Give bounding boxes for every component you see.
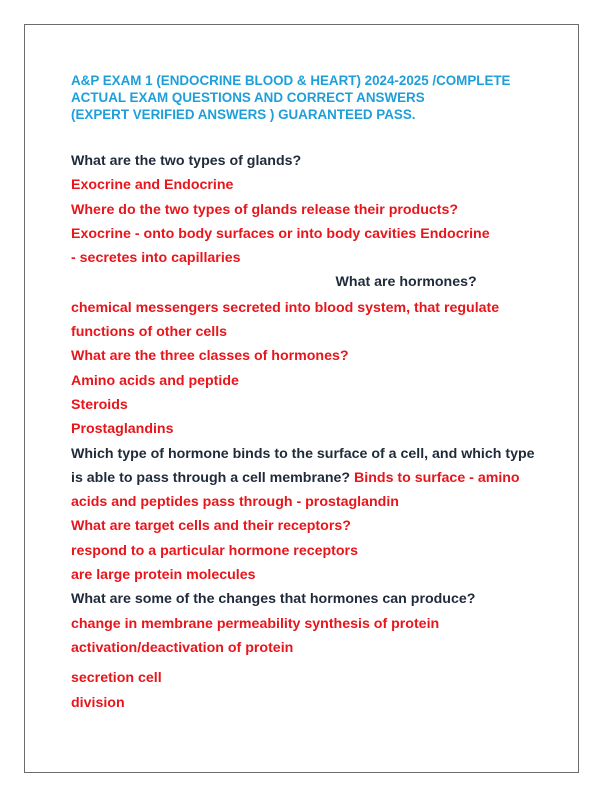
answer-class-prostaglandins: Prostaglandins (71, 421, 174, 438)
read-more-link[interactable]: Read More (269, 275, 332, 291)
answer-hormones-2: functions of other cells (71, 324, 228, 341)
question-target-cells: What are target cells and their receptors? (71, 518, 351, 535)
answer-glands: Exocrine and Endocrine (71, 177, 234, 194)
answer-hormones-1: chemical messengers secreted into blood system, that regulate (71, 299, 500, 316)
answer-gland-products-2: - secretes into capillaries (71, 250, 241, 267)
question-hormone-changes: What are some of the changes that hormones can produce? (71, 591, 476, 608)
question-gland-products: Where do the two types of glands release their products? (71, 201, 459, 218)
answer-target-cells-2: are large protein molecules (71, 567, 256, 584)
title-line-3: (EXPERT VERIFIED ANSWERS ) GUARANTEED PASS. (71, 107, 416, 122)
answer-target-cells-1: respond to a particular hormone receptors (71, 542, 358, 559)
title-line-2: ACTUAL EXAM QUESTIONS AND CORRECT ANSWERS (71, 90, 425, 105)
title-line-1: A&P EXAM 1 (ENDOCRINE BLOOD & HEART) 2024-2025 /COMPLETE (71, 73, 511, 88)
answer-changes-4: division (71, 694, 125, 711)
answer-binding-1: Binds to surface - amino (354, 469, 520, 486)
question-binding-2: is able to pass through a cell membrane? (71, 469, 355, 486)
question-hormones: What are hormones? (331, 274, 477, 291)
answer-class-amino: Amino acids and peptide (71, 372, 239, 389)
answer-class-steroids: Steroids (71, 396, 128, 413)
answer-binding-2: acids and peptides pass through - prostaglandin (71, 494, 399, 511)
answer-changes-2: activation/deactivation of protein (71, 639, 294, 656)
document-title (71, 72, 541, 123)
question-binding-1: Which type of hormone binds to the surface of a cell, and which type (71, 445, 535, 462)
answer-changes-3: secretion cell (71, 670, 162, 687)
hormones-question-line (71, 270, 541, 295)
answer-gland-products-1: Exocrine - onto body surfaces or into body cavities Endocrine (71, 225, 490, 242)
binding-line (71, 466, 541, 490)
answer-changes-1: change in membrane permeability synthesis of protein (71, 615, 440, 632)
question-hormone-classes: What are the three classes of hormones? (71, 348, 349, 365)
question-glands: What are the two types of glands? (71, 153, 302, 169)
document-content (71, 72, 541, 715)
